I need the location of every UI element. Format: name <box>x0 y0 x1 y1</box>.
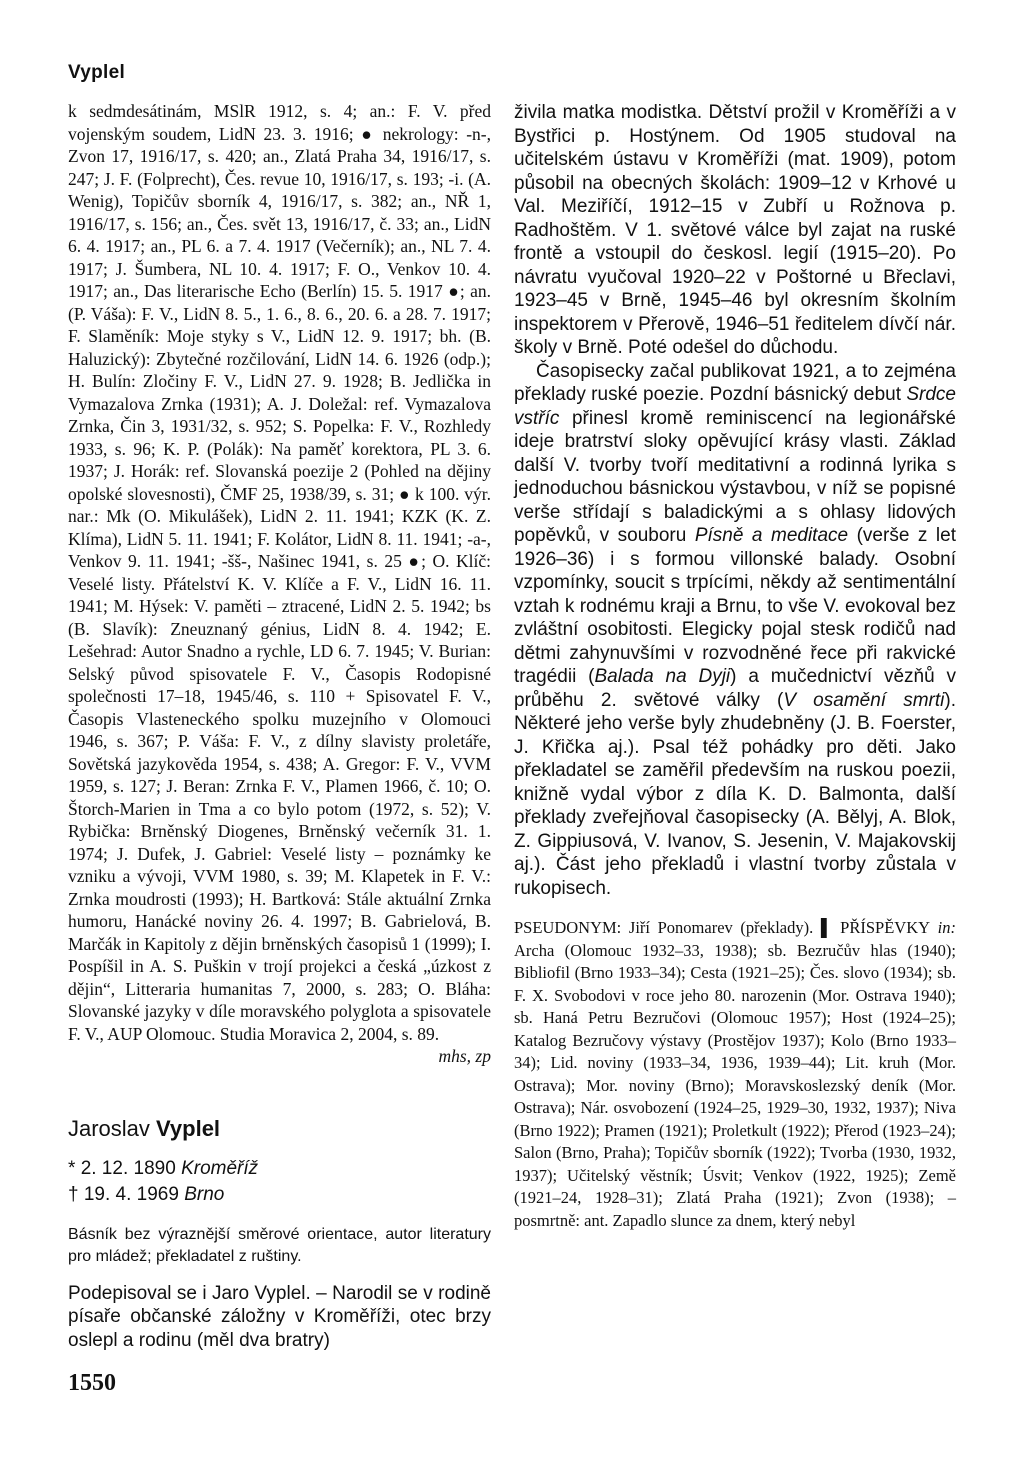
in-label: in: <box>937 918 957 937</box>
pseudonym-text: Jiří Ponomarev (překlady). <box>621 918 821 937</box>
death-mark: † <box>68 1183 79 1205</box>
birth-mark: * <box>68 1157 76 1179</box>
contributions-text: Archa (Olomouc 1932–33, 1938); sb. Bezručův hlas (1940); Bibliofil (Brno 1933–34); Cesta (1921–25); Čes. slovo (1934); sb. F. X. Svobodovi v roce jeho 80. narozenin (Mor. Ostrava 1940); sb. Haná Petru Bezručovi (Olomouc 1957); Host (1924–25); Katalog Bezručovy výstavy (Prostějov 1937); Kolo (Brno 1933–34); Lid. noviny (1933–34, 1936, 1939–44); Lit. kruh (Mor. Ostrava); Mor. noviny (Brno); Moravskoslezský deník (Mor. Ostrava); Nár. osvobození (1924–25, 1929–30, 1932, 1937); Niva (Brno 1922); Pramen (1921); Proletkult (1922); Přerod (1923–24); Salon (Brno, Praha); Topičův sborník (1922); Tvorba (1930, 1932, 1937); Učitelský věstník; Úsvit; Venkov (1922, 1925); Země (1921–24, 1928–31); Zlatá Praha (1921); Zvon (1938); – posmrtně: ant. Zapadlo slunce za dnem, který nebyl <box>514 940 956 1230</box>
birth-place: Kroměříž <box>181 1157 259 1179</box>
biography-paragraph: Podepisoval se i Jaro Vyplel. – Narodil se v rodině písaře občanské záložny v Kroměříži, otec brzy oslepl a rodinu (měl dva bratry) <box>68 1282 491 1351</box>
birth-date: 2. 12. 1890 <box>80 1157 176 1179</box>
contributions-label: PŘÍSPĚVKY <box>832 918 931 937</box>
biography-start <box>68 1282 491 1353</box>
work-title: Balada na Dyji <box>594 666 731 687</box>
biography-paragraph-continued: živila matka modistka. Dětství prožil v Kroměříži a v Bystřici p. Hostýnem. Od 1905 studoval na učitelském ústavu v Kroměříži (mat. 1909), potom působil na obecných školách: 1909–12 v Krhové u Val. Meziříčí, 1912–15 v Zubří u Rožnova p. Radhoštěm. V 1. světové válce byl zajat na ruské frontě a vstoupil do českosl. legií (1915–20). Po návratu vyučoval 1920–22 v Poštorné u Břeclavi, 1923–45 v Brně, 1945–46 byl okresním školním inspektorem v Přerově, 1946–51 ředitelem dívčí nár. školy v Brně. Poté odešel do důchodu. <box>514 102 956 358</box>
work-paragraph <box>514 360 956 901</box>
author-summary: Básník bez výraznější směrové orientace, autor literatury pro mládež; překladatel z ruštiny. <box>68 1225 491 1265</box>
left-column <box>68 100 491 1352</box>
bibliography-section <box>514 917 956 1232</box>
work-text: ) a mučednictví vězňů v průběhu 2. světové války ( <box>514 666 956 711</box>
work-text: ). Některé jeho verše byly zhudebněny (J. B. Foerster, J. Křička aj.). Psal též pohádky pro děti. Jako překladatel se zaměřil především na ruskou poezii, knižně vydal výbor z díla K. D. Balmonta, další překlady zveřejňoval časopisecky (A. Bělyj, A. Blok, Z. Gippiusová, V. Ivanov, S. Jesenin, V. Majakovskij aj.). Část jeho překladů i vlastní tvorby zůstala v rukopisech. <box>514 689 956 899</box>
life-dates <box>68 1156 491 1208</box>
death-place: Brno <box>184 1183 225 1205</box>
death-line <box>68 1182 491 1208</box>
work-text: Časopisecky začal publikovat 1921, a to zejména překlady ruské poezie. Pozdní básnický debut <box>514 360 956 405</box>
work-text: (verše z let 1926–36) i s formou villonské balady. Osobní vzpomínky, soucit s trpícími, někdy až sentimentální vztah k rodnému kraji a Brnu, to vše V. evokoval bez zvláštní osobitosti. Elegicky pojal stesk rodičů nad dětmi zahynuvšími v rozvodněné řece při rakvické tragédii ( <box>514 525 956 687</box>
entry-heading <box>68 1116 491 1142</box>
work-title: V osamění smrti <box>783 689 945 711</box>
page-number: 1550 <box>68 1370 116 1396</box>
running-title: Vyplel <box>68 62 126 83</box>
right-column <box>514 101 956 1232</box>
death-date: 19. 4. 1969 <box>83 1183 179 1205</box>
section-mark-icon: ▌ <box>820 918 833 937</box>
author-first-name: Jaroslav <box>68 1115 150 1141</box>
birth-line <box>68 1156 491 1182</box>
pseudonym-label: PSEUDONYM: <box>514 918 622 937</box>
references-text: k sedmdesátinám, MSlR 1912, s. 4; an.: F. V. před vojenským soudem, LidN 23. 3. 1916; ● nekrology: -n-, Zvon 17, 1916/17, s. 420; an., Zlatá Praha 34, 1916/17, s. 247; J. F. (Folprecht), Čes. revue 10, 1916/17, s. 193; -i. (A. Wenig), Topičův sborník 4, 1916/17, s. 382; an., NŘ 1, 1916/17, s. 156; an., Čes. svět 13, 1916/17, č. 33; an., LidN 6. 4. 1917; an., PL 6. a 7. 4. 1917 (Večerník); an., NL 7. 4. 1917; J. Šumbera, NL 10. 4. 1917; F. O., Venkov 10. 4. 1917; an., Das literarische Echo (Berlín) 15. 5. 1917 ●; an. (P. Váša): F. V., LidN 8. 5., 1. 6., 8. 6., 20. 6. a 28. 7. 1917; F. Slaměník: Moje styky s V., LidN 12. 9. 1917; bh. (B. Haluzický): Zbytečné rozčilování, LidN 14. 6. 1926 (odp.); H. Bulín: Zločiny F. V., LidN 27. 9. 1928; B. Jedlička in Vymazalova Zrnka (1931); A. J. Doležal: ref. Vymazalova Zrnka, Čin 3, 1931/32, s. 952; S. Popelka: F. V., Rozhledy 1933, s. 96; K. P. (Polák): Na paměť korektora, PL 3. 6. 1937; J. Horák: ref. Slovanská poezije 2 (Pohled na dějiny opolské slovesnosti), ČMF 25, 1938/39, s. 31; ● k 100. výr. nar.: Mk (O. Mikulášek), LidN 2. 11. 1941; KZK (K. Z. Klíma), LidN 5. 11. 1941; F. Kolátor, LidN 8. 11. 1941; -a-, Venkov 9. 11. 1941; -šš-, Našinec 1941, s. 25 ●; O. Klíč: Veselé listy. Přátelství K. V. Klíče a F. V., LidN 16. 11. 1941; M. Hýsek: V. paměti – ztracené, LidN 2. 5. 1942; bs (B. Slavík): Zneuznaný génius, LidN 8. 4. 1942; E. Lešehrad: Autor Snadno a rychle, LD 6. 7. 1945; V. Burian: Selský původ spisovatele F. V., Časopis Rodopisné společnosti 17–18, 1945/46, s. 110 + Spisovatel F. V., Časopis Vlasteneckého spolku muzejního v Olomouci 1946, s. 367; P. Váša: F. V., z dílny slavisty proletáře, Sovětská jazykověda 1954, s. 438; A. Gregor: F. V., VVM 1959, s. 127; J. Beran: Zrnka F. V., Plamen 1966, č. 10; O. Štorch-Marien in Tma a co bylo potom (1972, s. 52); V. Rybička: Brněnský Diogenes, Brněnský večerník 31. 1. 1974; J. Dufek, J. Gabriel: Veselé listy – poznámky ke vzniku a vývoji, VVM 1980, s. 39; M. Klapetek in F. V.: Zrnka moudrosti (1993); H. Bartková: Stále aktuální Zrnka humoru, Hanácké noviny 26. 4. 1997; B. Gabrielová, B. Marčák in Kapitoly z dějin brněnských časopisů 1 (1999); I. Pospíšil in A. S. Puškin v trojí projekci a česká „úzkost z dějin“, Litteraria humanitas 7, 2000, s. 283; O. Bláha: Slovanské jazyky v díle moravského polyglota a spisovatele F. V., AUP Olomouc. Studia Moravica 2, 2004, s. 89. <box>68 101 491 1044</box>
work-text: přinesl kromě reminiscencí na legionářské ideje bratrství sloky opěvující krásy vlasti. Základ další V. tvorby tvoří meditativní a rodinná lyrika s jednoduchou básnickou výstavbou, v níž se popisné verše střídají s baladickými a s ohlasy lidových popěvků, v souboru <box>514 407 956 546</box>
biography-continued <box>514 101 956 900</box>
author-signature: mhs, zp <box>438 1046 491 1066</box>
author-surname: Vyplel <box>156 1115 221 1141</box>
work-title: Písně a meditace <box>694 525 849 546</box>
work-title: Srdce vstříc <box>514 384 956 429</box>
